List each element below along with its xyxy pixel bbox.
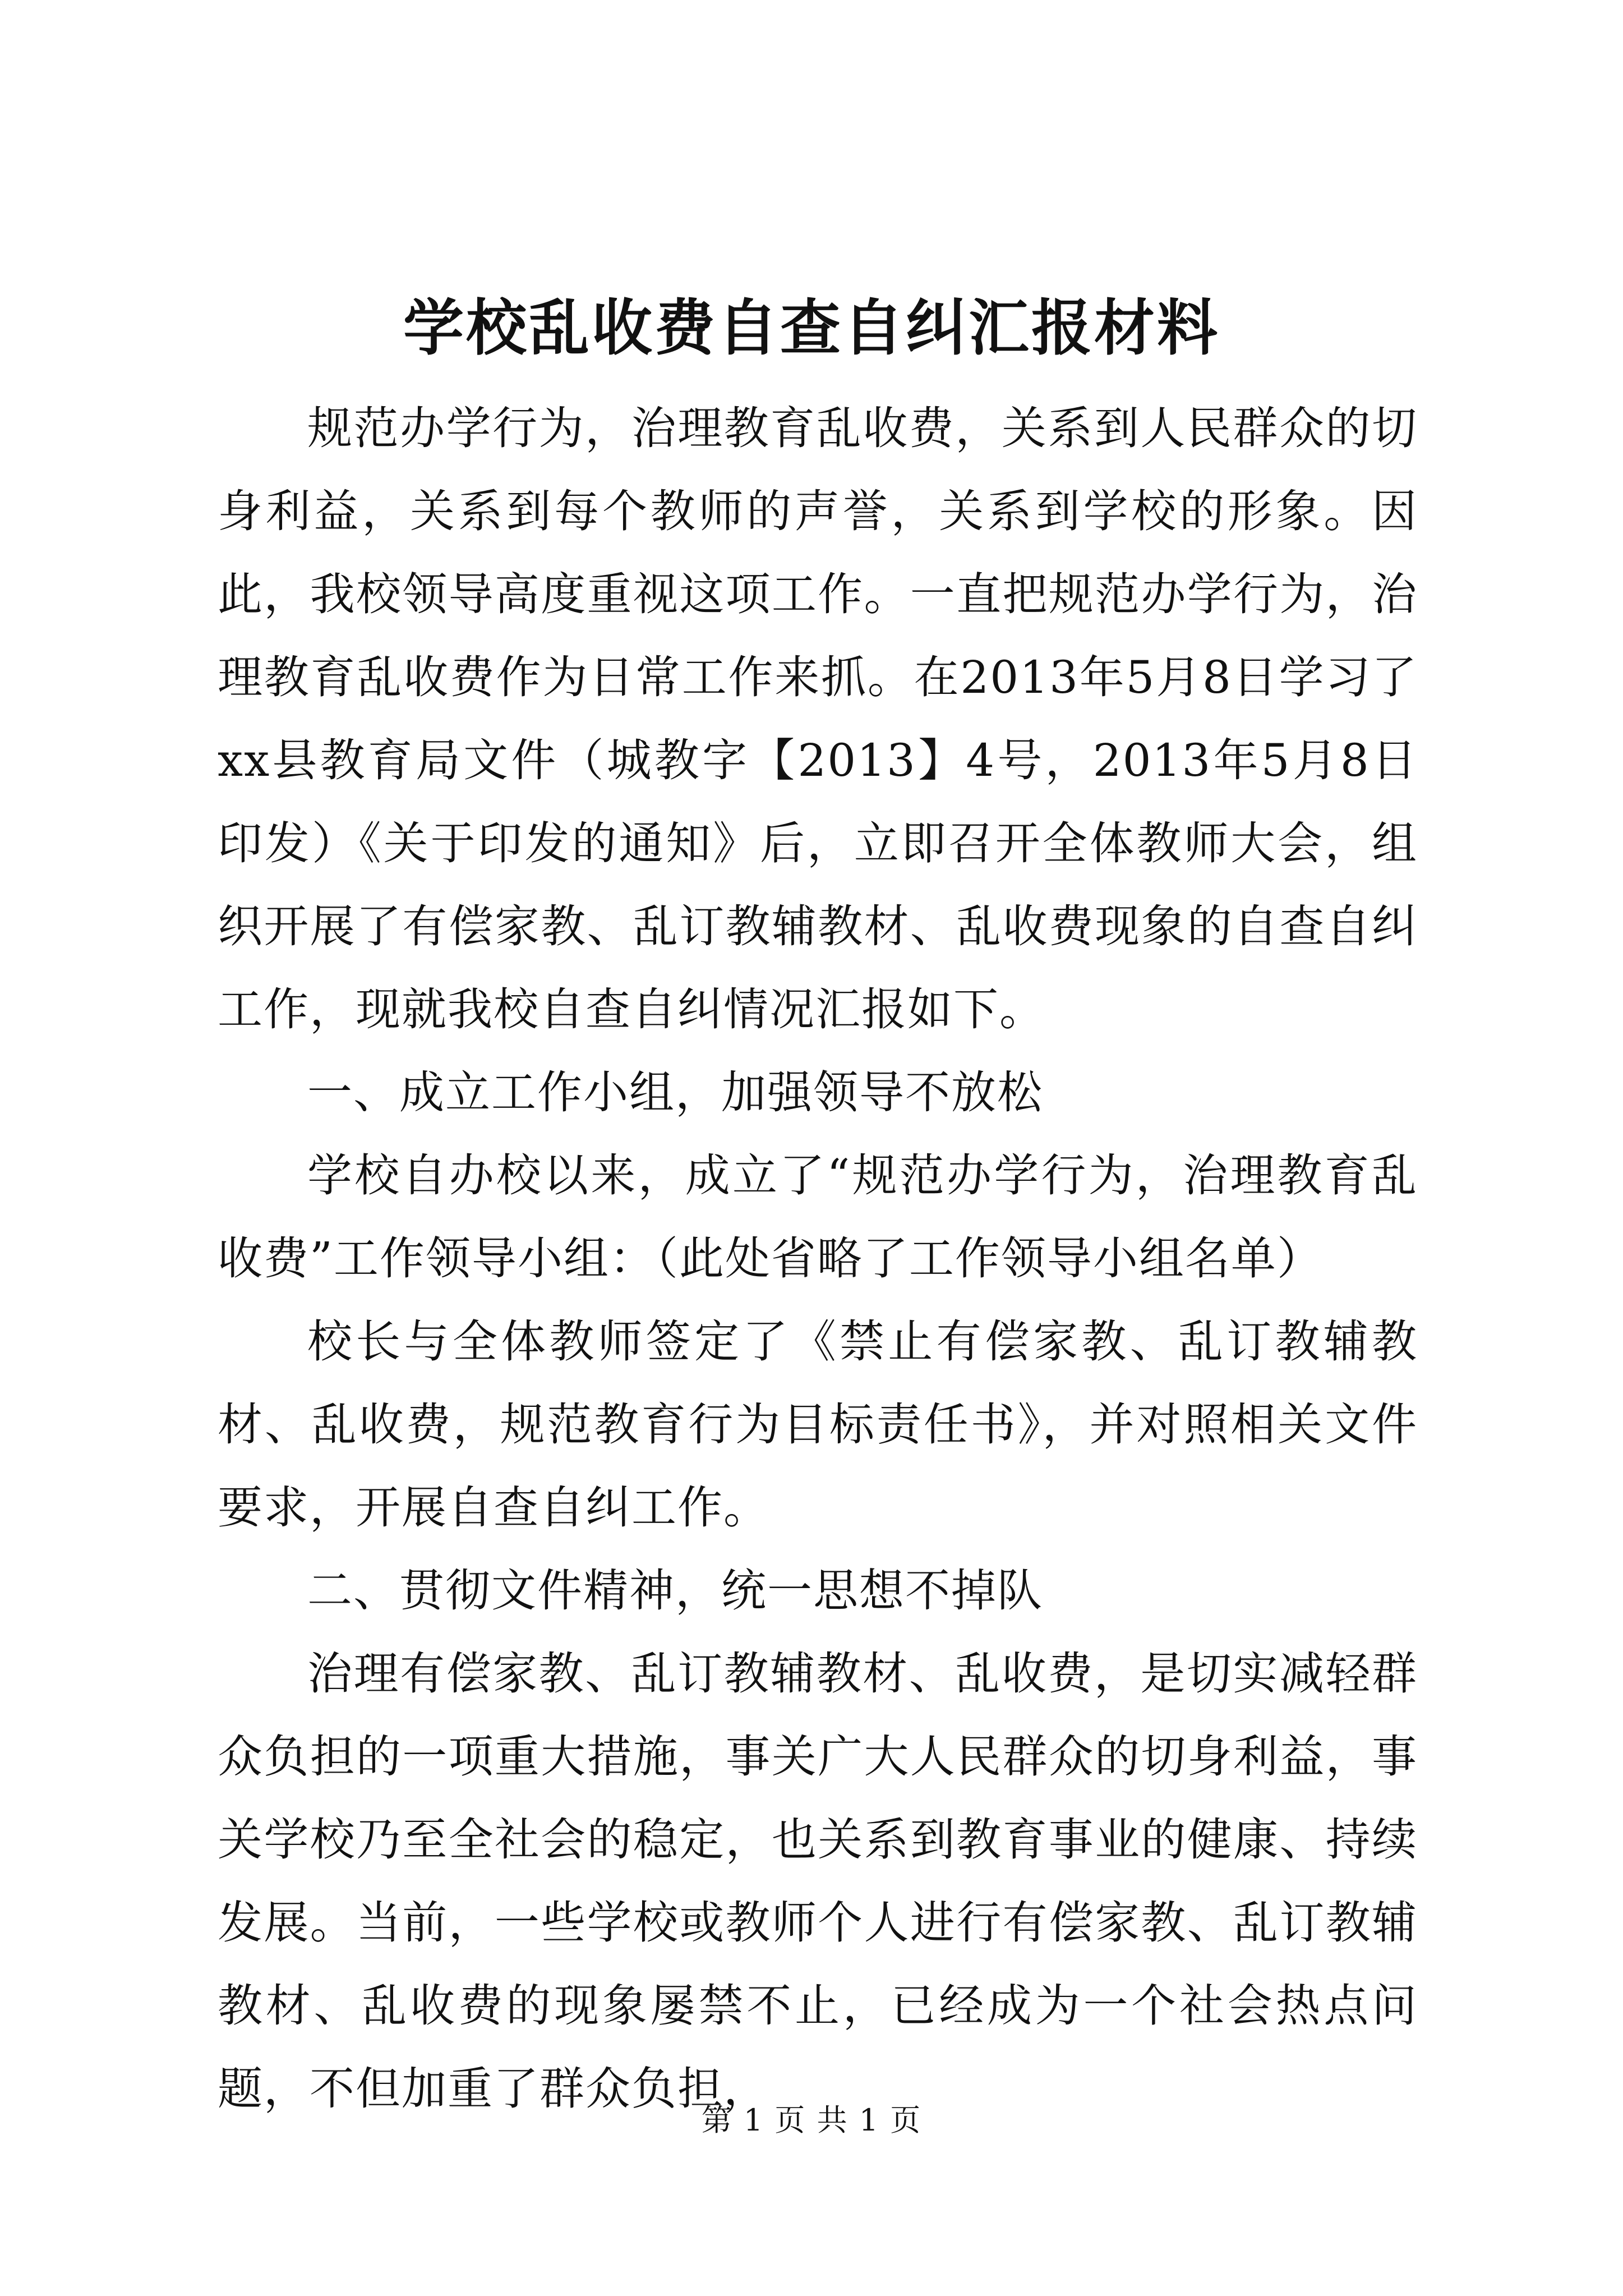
paragraph-intro: 规范办学行为，治理教育乱收费，关系到人民群众的切身利益，关系到每个教师的声誉，关系到学校的形象。因此，我校领导高度重视这项工作。一直把规范办学行为，治理教育乱收费作为日常工作来抓。在2013年5月8日学习了xx县教育局文件（城教字【2013】4号，2013年5月8日印发）《关于印发的通知》后，立即召开全体教师大会，组织开展了有偿家教、乱订教辅教材、乱收费现象的自查自纠工作，现就我校自查自纠情况汇报如下。 — [218, 402, 1418, 1036]
paragraph-governance: 治理有偿家教、乱订教辅教材、乱收费，是切实减轻群众负担的一项重大措施，事关广大人民群众的切身利益，事关学校乃至全社会的稳定，也关系到教育事业的健康、持续发展。当前，一些学校或教师个人进行有偿家教、乱订教辅教材、乱收费的现象屡禁不止，已经成为一个社会热点问题，不但加重了群众负担， — [218, 1648, 1418, 2115]
paragraph-responsibility: 校长与全体教师签定了《禁止有偿家教、乱订教辅教材、乱收费，规范教育行为目标责任书》，并对照相关文件要求，开展自查自纠工作。 — [218, 1315, 1418, 1534]
page-footer: 第 1 页 共 1 页 — [701, 2102, 922, 2138]
document-body — [218, 387, 1418, 2131]
section-heading-1: 一、成立工作小组，加强领导不放松 — [307, 1066, 1043, 1119]
section-heading-2: 二、贯彻文件精神，统一思想不掉队 — [307, 1565, 1043, 1617]
paragraph-working-group: 学校自办校以来，成立了“规范办学行为，治理教育乱收费”工作领导小组：（此处省略了工作领导小组名单） — [218, 1149, 1418, 1285]
document-title: 学校乱收费自查自纠汇报材料 — [403, 293, 1220, 364]
